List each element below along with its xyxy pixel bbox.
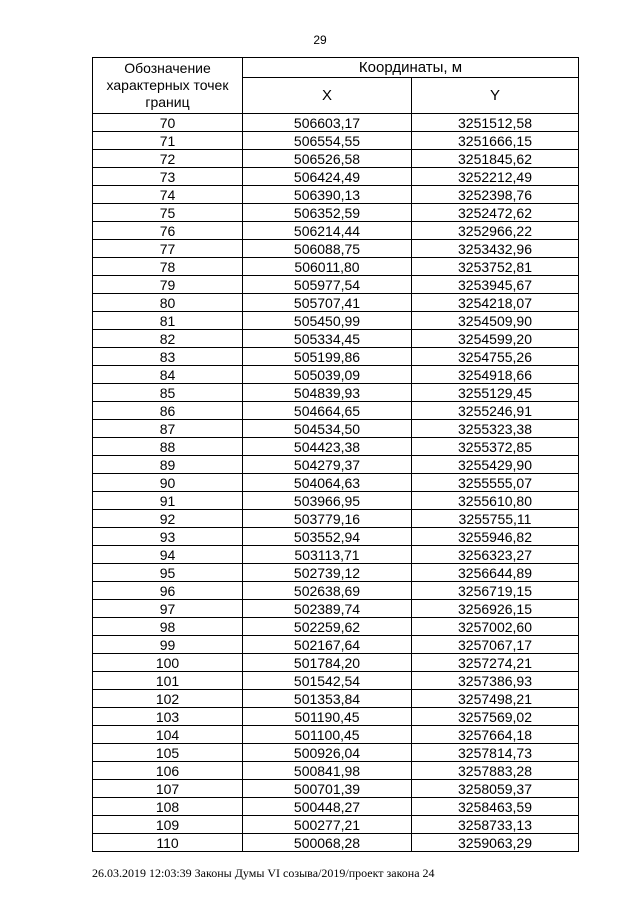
x-coordinate-cell: 501542,54 xyxy=(243,672,412,690)
table-row xyxy=(93,438,579,456)
x-coordinate-cell: 505977,54 xyxy=(243,276,412,294)
table-row xyxy=(93,582,579,600)
point-number-cell: 92 xyxy=(93,510,243,528)
point-number-cell: 94 xyxy=(93,546,243,564)
table-row xyxy=(93,654,579,672)
page-footer: 26.03.2019 12:03:39 Законы Думы VI созыва/2019/проект закона 24 xyxy=(92,866,435,880)
y-coordinate-cell: 3252472,62 xyxy=(412,204,579,222)
point-number-cell: 85 xyxy=(93,384,243,402)
x-coordinate-cell: 505707,41 xyxy=(243,294,412,312)
y-coordinate-cell: 3251845,62 xyxy=(412,150,579,168)
point-number-cell: 107 xyxy=(93,780,243,798)
y-coordinate-cell: 3257002,60 xyxy=(412,618,579,636)
y-coordinate-cell: 3255555,07 xyxy=(412,474,579,492)
x-coordinate-cell: 505199,86 xyxy=(243,348,412,366)
y-coordinate-cell: 3254509,90 xyxy=(412,312,579,330)
table-row xyxy=(93,384,579,402)
table-row xyxy=(93,636,579,654)
point-number-cell: 106 xyxy=(93,762,243,780)
x-coordinate-cell: 504664,65 xyxy=(243,402,412,420)
y-coordinate-cell: 3257814,73 xyxy=(412,744,579,762)
point-number-cell: 95 xyxy=(93,564,243,582)
table-row xyxy=(93,420,579,438)
y-coordinate-cell: 3253752,81 xyxy=(412,258,579,276)
point-number-cell: 74 xyxy=(93,186,243,204)
point-number-cell: 96 xyxy=(93,582,243,600)
x-coordinate-cell: 502638,69 xyxy=(243,582,412,600)
point-number-cell: 101 xyxy=(93,672,243,690)
table-row xyxy=(93,186,579,204)
point-number-cell: 77 xyxy=(93,240,243,258)
x-coordinate-cell: 502389,74 xyxy=(243,600,412,618)
table-row xyxy=(93,474,579,492)
x-coordinate-cell: 505039,09 xyxy=(243,366,412,384)
y-coordinate-cell: 3254918,66 xyxy=(412,366,579,384)
table-row xyxy=(93,294,579,312)
x-coordinate-cell: 500926,04 xyxy=(243,744,412,762)
table-row xyxy=(93,816,579,834)
point-number-cell: 76 xyxy=(93,222,243,240)
x-coordinate-cell: 503966,95 xyxy=(243,492,412,510)
table-row xyxy=(93,402,579,420)
point-number-cell: 108 xyxy=(93,798,243,816)
x-coordinate-cell: 500448,27 xyxy=(243,798,412,816)
table-row xyxy=(93,348,579,366)
x-coordinate-cell: 506603,17 xyxy=(243,114,412,132)
point-number-cell: 105 xyxy=(93,744,243,762)
x-coordinate-cell: 504064,63 xyxy=(243,474,412,492)
x-coordinate-cell: 506352,59 xyxy=(243,204,412,222)
y-coordinate-cell: 3255946,82 xyxy=(412,528,579,546)
x-coordinate-cell: 506424,49 xyxy=(243,168,412,186)
y-coordinate-cell: 3255429,90 xyxy=(412,456,579,474)
point-number-cell: 70 xyxy=(93,114,243,132)
table-row xyxy=(93,618,579,636)
y-header: Y xyxy=(412,78,579,114)
point-number-cell: 73 xyxy=(93,168,243,186)
x-coordinate-cell: 505450,99 xyxy=(243,312,412,330)
y-coordinate-cell: 3257386,93 xyxy=(412,672,579,690)
point-number-cell: 90 xyxy=(93,474,243,492)
x-coordinate-cell: 500277,21 xyxy=(243,816,412,834)
table-row xyxy=(93,114,579,132)
y-coordinate-cell: 3255372,85 xyxy=(412,438,579,456)
table-row xyxy=(93,798,579,816)
point-number-cell: 89 xyxy=(93,456,243,474)
y-coordinate-cell: 3258463,59 xyxy=(412,798,579,816)
point-number-cell: 83 xyxy=(93,348,243,366)
point-number-cell: 72 xyxy=(93,150,243,168)
point-number-cell: 88 xyxy=(93,438,243,456)
table-row xyxy=(93,762,579,780)
table-row xyxy=(93,492,579,510)
table-row xyxy=(93,258,579,276)
x-coordinate-cell: 503113,71 xyxy=(243,546,412,564)
y-coordinate-cell: 3254755,26 xyxy=(412,348,579,366)
table-row xyxy=(93,168,579,186)
point-number-cell: 103 xyxy=(93,708,243,726)
y-coordinate-cell: 3259063,29 xyxy=(412,834,579,852)
x-coordinate-cell: 500701,39 xyxy=(243,780,412,798)
table-row xyxy=(93,510,579,528)
point-number-cell: 71 xyxy=(93,132,243,150)
x-coordinate-cell: 503779,16 xyxy=(243,510,412,528)
table-row xyxy=(93,708,579,726)
y-coordinate-cell: 3253945,67 xyxy=(412,276,579,294)
point-number-cell: 104 xyxy=(93,726,243,744)
x-header: X xyxy=(243,78,412,114)
table-row xyxy=(93,726,579,744)
y-coordinate-cell: 3257274,21 xyxy=(412,654,579,672)
y-coordinate-cell: 3251512,58 xyxy=(412,114,579,132)
y-coordinate-cell: 3252398,76 xyxy=(412,186,579,204)
point-number-cell: 91 xyxy=(93,492,243,510)
table-row xyxy=(93,834,579,852)
x-coordinate-cell: 501190,45 xyxy=(243,708,412,726)
y-coordinate-cell: 3254218,07 xyxy=(412,294,579,312)
page-number: 29 xyxy=(313,33,327,47)
table-row xyxy=(93,780,579,798)
x-coordinate-cell: 501784,20 xyxy=(243,654,412,672)
y-coordinate-cell: 3256644,89 xyxy=(412,564,579,582)
table-row xyxy=(93,150,579,168)
designation-header: Обозначение характерных точек границ xyxy=(93,58,243,114)
point-number-cell: 79 xyxy=(93,276,243,294)
y-coordinate-cell: 3257498,21 xyxy=(412,690,579,708)
point-number-cell: 100 xyxy=(93,654,243,672)
y-coordinate-cell: 3252212,49 xyxy=(412,168,579,186)
x-coordinate-cell: 506390,13 xyxy=(243,186,412,204)
point-number-cell: 84 xyxy=(93,366,243,384)
point-number-cell: 102 xyxy=(93,690,243,708)
x-coordinate-cell: 506214,44 xyxy=(243,222,412,240)
x-coordinate-cell: 500841,98 xyxy=(243,762,412,780)
y-coordinate-cell: 3253432,96 xyxy=(412,240,579,258)
x-coordinate-cell: 506554,55 xyxy=(243,132,412,150)
table-row xyxy=(93,240,579,258)
table-row xyxy=(93,546,579,564)
table-row xyxy=(93,564,579,582)
table-row xyxy=(93,672,579,690)
x-coordinate-cell: 504534,50 xyxy=(243,420,412,438)
point-number-cell: 80 xyxy=(93,294,243,312)
x-coordinate-cell: 506088,75 xyxy=(243,240,412,258)
x-coordinate-cell: 506011,80 xyxy=(243,258,412,276)
y-coordinate-cell: 3256926,15 xyxy=(412,600,579,618)
y-coordinate-cell: 3252966,22 xyxy=(412,222,579,240)
y-coordinate-cell: 3255323,38 xyxy=(412,420,579,438)
coordinates-header: Координаты, м xyxy=(243,58,579,78)
point-number-cell: 87 xyxy=(93,420,243,438)
table-row xyxy=(93,132,579,150)
point-number-cell: 81 xyxy=(93,312,243,330)
y-coordinate-cell: 3256719,15 xyxy=(412,582,579,600)
table-row xyxy=(93,330,579,348)
x-coordinate-cell: 503552,94 xyxy=(243,528,412,546)
table-row xyxy=(93,366,579,384)
x-coordinate-cell: 501100,45 xyxy=(243,726,412,744)
y-coordinate-cell: 3254599,20 xyxy=(412,330,579,348)
x-coordinate-cell: 504423,38 xyxy=(243,438,412,456)
point-number-cell: 97 xyxy=(93,600,243,618)
table-body xyxy=(93,114,579,852)
point-number-cell: 99 xyxy=(93,636,243,654)
y-coordinate-cell: 3258059,37 xyxy=(412,780,579,798)
y-coordinate-cell: 3257664,18 xyxy=(412,726,579,744)
y-coordinate-cell: 3258733,13 xyxy=(412,816,579,834)
table-row xyxy=(93,690,579,708)
table-row xyxy=(93,276,579,294)
table-row xyxy=(93,456,579,474)
coordinates-table xyxy=(92,57,579,852)
point-number-cell: 86 xyxy=(93,402,243,420)
x-coordinate-cell: 500068,28 xyxy=(243,834,412,852)
y-coordinate-cell: 3255246,91 xyxy=(412,402,579,420)
table-row xyxy=(93,528,579,546)
point-number-cell: 109 xyxy=(93,816,243,834)
point-number-cell: 78 xyxy=(93,258,243,276)
x-coordinate-cell: 506526,58 xyxy=(243,150,412,168)
table-header xyxy=(93,58,579,114)
point-number-cell: 110 xyxy=(93,834,243,852)
x-coordinate-cell: 501353,84 xyxy=(243,690,412,708)
x-coordinate-cell: 502739,12 xyxy=(243,564,412,582)
table-row xyxy=(93,744,579,762)
x-coordinate-cell: 502259,62 xyxy=(243,618,412,636)
x-coordinate-cell: 505334,45 xyxy=(243,330,412,348)
y-coordinate-cell: 3257883,28 xyxy=(412,762,579,780)
x-coordinate-cell: 504839,93 xyxy=(243,384,412,402)
point-number-cell: 98 xyxy=(93,618,243,636)
table-row xyxy=(93,204,579,222)
x-coordinate-cell: 504279,37 xyxy=(243,456,412,474)
table-row xyxy=(93,312,579,330)
y-coordinate-cell: 3256323,27 xyxy=(412,546,579,564)
y-coordinate-cell: 3251666,15 xyxy=(412,132,579,150)
y-coordinate-cell: 3255610,80 xyxy=(412,492,579,510)
x-coordinate-cell: 502167,64 xyxy=(243,636,412,654)
point-number-cell: 93 xyxy=(93,528,243,546)
point-number-cell: 82 xyxy=(93,330,243,348)
y-coordinate-cell: 3255755,11 xyxy=(412,510,579,528)
table-row xyxy=(93,222,579,240)
y-coordinate-cell: 3257067,17 xyxy=(412,636,579,654)
table-row xyxy=(93,600,579,618)
point-number-cell: 75 xyxy=(93,204,243,222)
y-coordinate-cell: 3255129,45 xyxy=(412,384,579,402)
y-coordinate-cell: 3257569,02 xyxy=(412,708,579,726)
